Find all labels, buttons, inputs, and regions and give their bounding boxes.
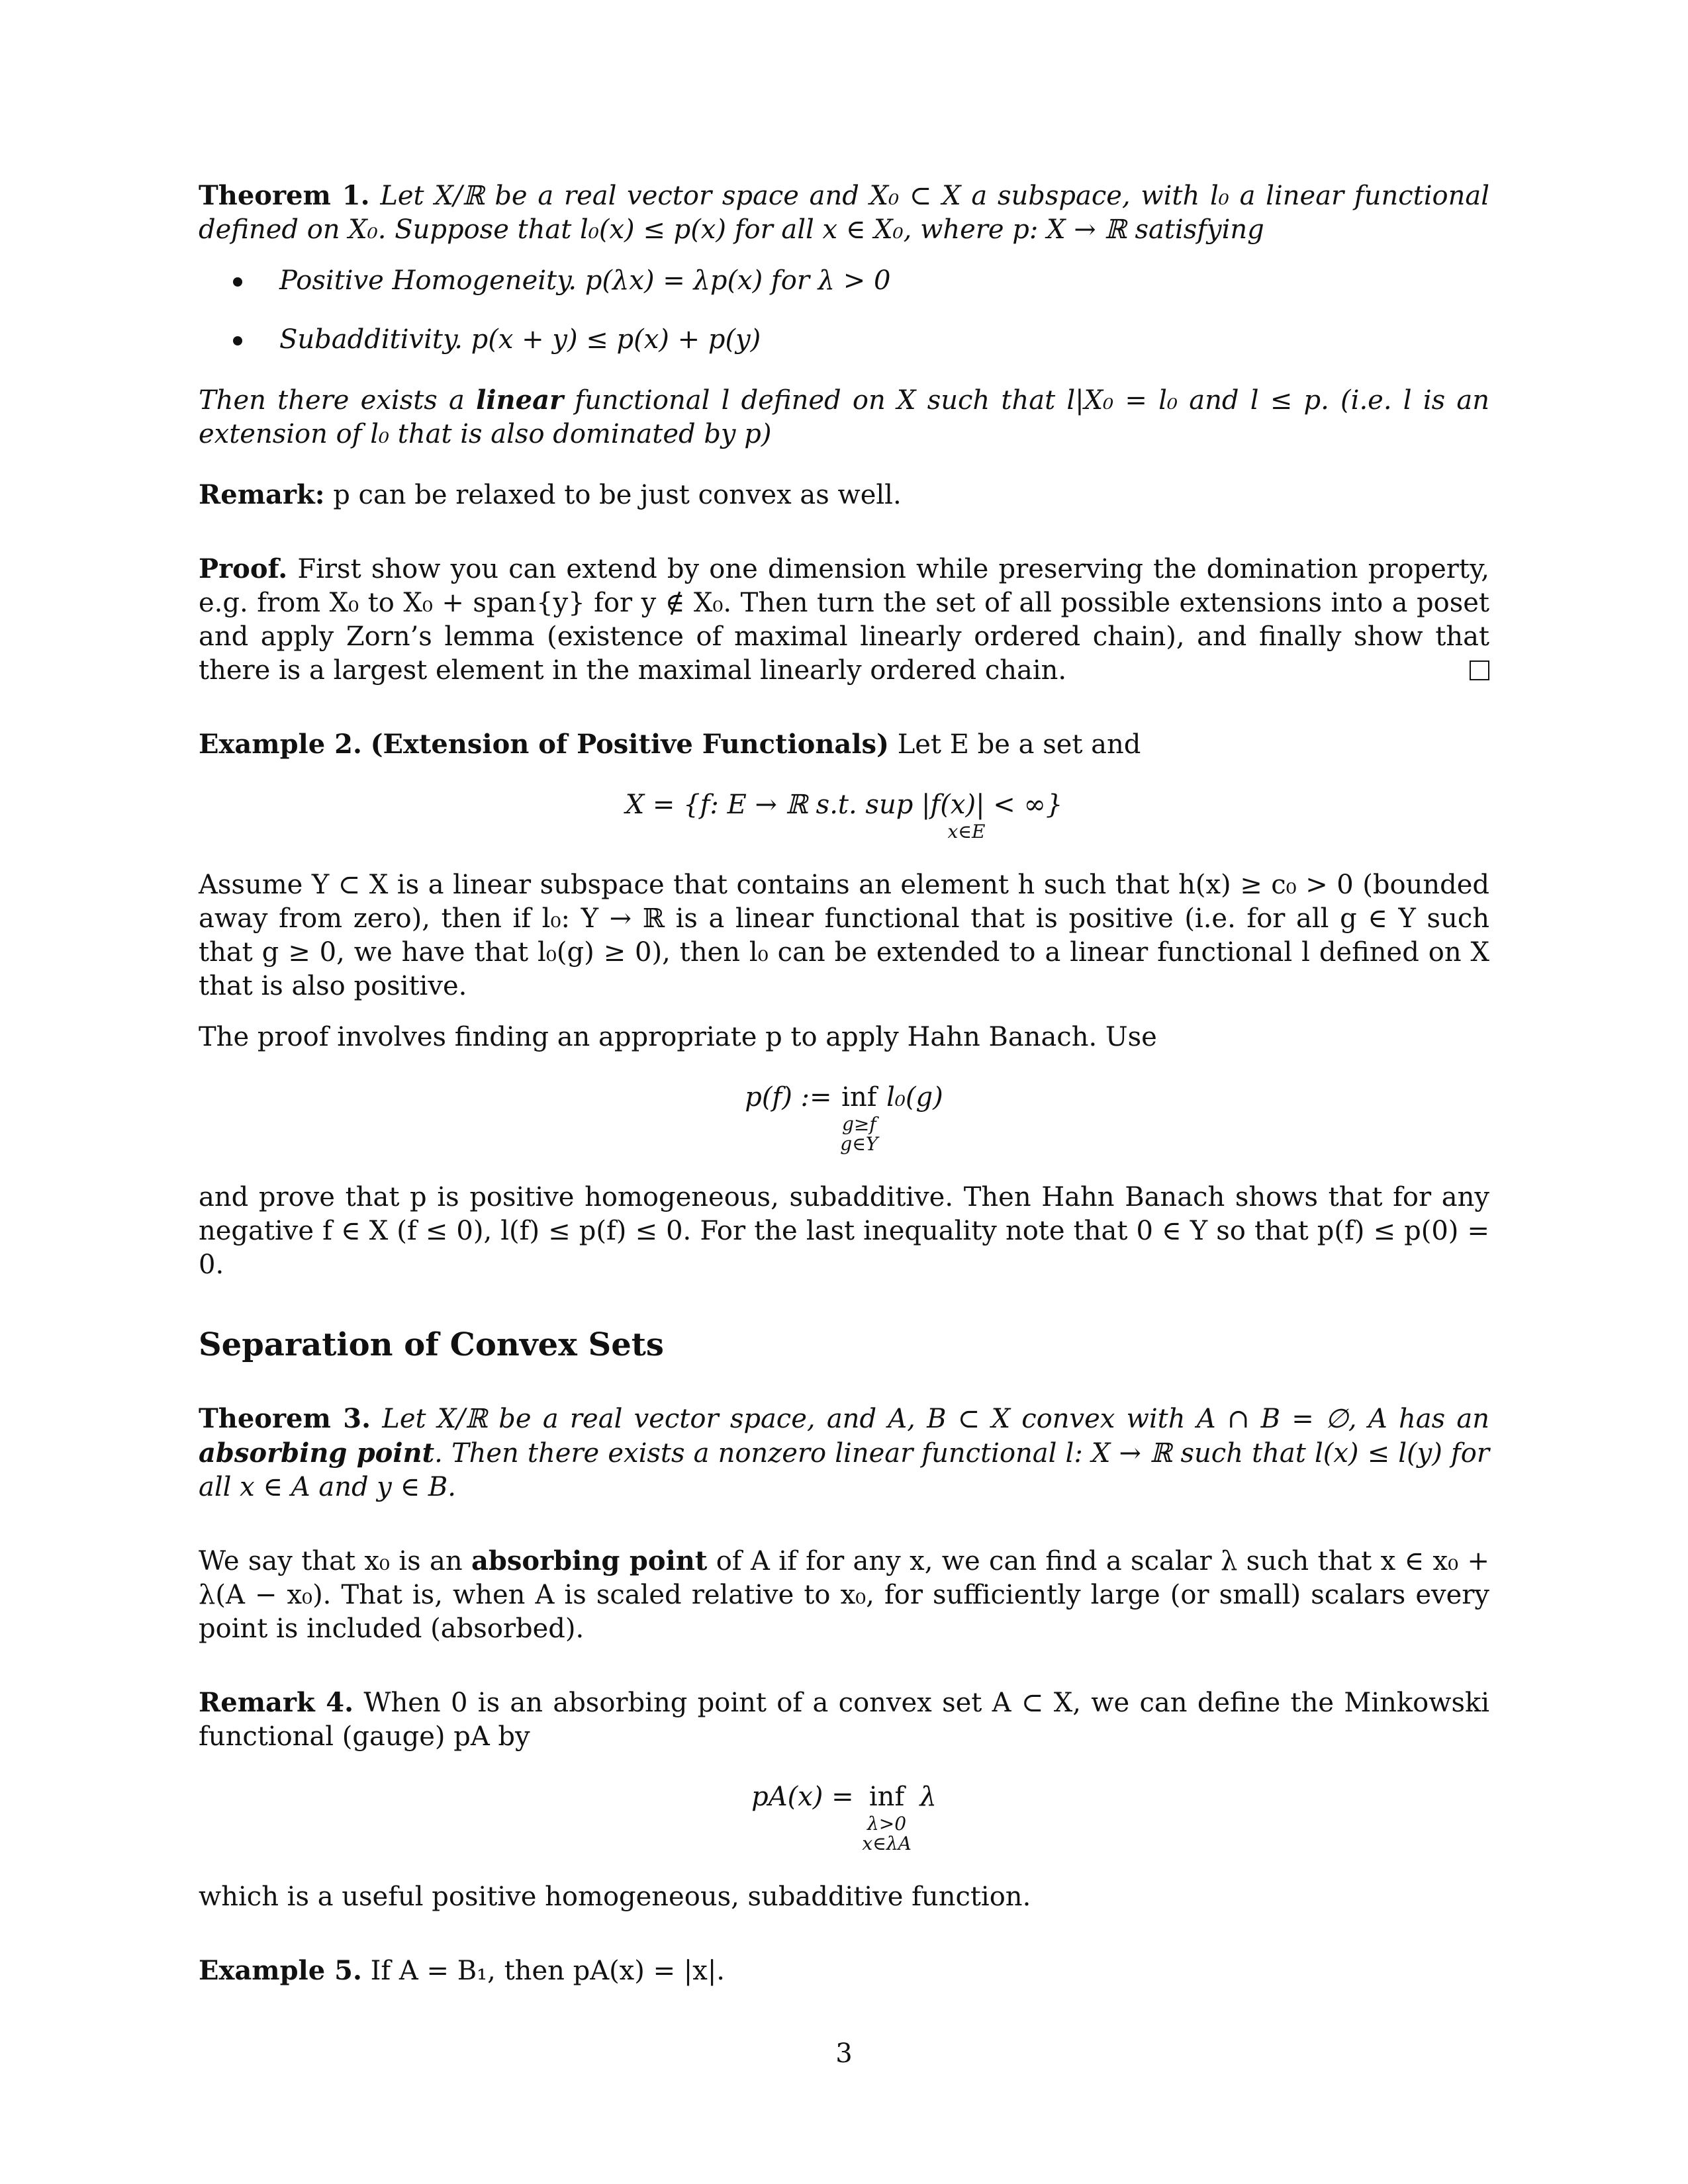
qed-symbol — [1470, 660, 1489, 680]
theorem-3-label: Theorem 3. — [199, 1403, 371, 1434]
equation-p-subscript-2: g∈Y — [840, 1133, 878, 1155]
example-2-label: Example 2. — [199, 729, 362, 760]
display-equation-X — [199, 788, 1489, 842]
equation-p-argument: l₀(g) — [878, 1082, 943, 1113]
theorem-3 — [199, 1402, 1489, 1504]
proof-label: Proof. — [199, 553, 288, 584]
equation-p-operator: inf — [841, 1082, 877, 1113]
example-2-title: (Extension of Positive Functionals) — [370, 729, 889, 760]
display-equation-p — [199, 1081, 1489, 1154]
gauge-operator: inf — [868, 1782, 905, 1812]
example-2 — [199, 727, 1489, 1282]
absorbing-post: of A if for any x, we can find a scalar λ such that x ∈ x₀ + λ(A − x₀). That is, when A is scaled relative to x₀, for sufficiently large (or small) scalars every point is included (absorbed). — [199, 1546, 1489, 1644]
theorem-1 — [199, 179, 1489, 451]
example-2-para-2: The proof involves finding an appropriate p to apply Hahn Banach. Use — [199, 1022, 1157, 1052]
remark-4-label: Remark 4. — [199, 1687, 354, 1718]
condition-subadditivity: Subadditivity. p(x + y) ≤ p(x) + p(y) — [199, 323, 1489, 357]
theorem-1-conditions — [199, 264, 1489, 357]
conclusion-pre: Then there exists a — [199, 385, 477, 416]
example-5 — [199, 1954, 1489, 1988]
remark-convex — [199, 478, 1489, 512]
example-5-text: If A = B₁, then pA(x) = |x|. — [361, 1956, 726, 1986]
gauge-subscript-1: λ>0 — [867, 1813, 907, 1835]
equation-X-subscript: x∈E — [947, 821, 986, 842]
equation-p-lhs: p(f) := — [745, 1082, 832, 1113]
equation-p-subscript-1: g≥f — [841, 1113, 876, 1135]
condition-positive-homogeneity: Positive Homogeneity. p(λx) = λp(x) for λ > 0 — [199, 264, 1489, 298]
gauge-subscript-2: x∈λA — [862, 1833, 912, 1854]
equation-X-main: X = {f: E → ℝ s.t. sup |f(x)| < ∞} — [625, 790, 1063, 820]
remark-4-after: which is a useful positive homogeneous, subadditive function. — [199, 1882, 1031, 1912]
conclusion-post: functional l defined on X such that l|X₀ = l₀ and l ≤ p. (i.e. l is an extension of l₀ that is also dominated by p) — [199, 385, 1489, 449]
absorbing-pre: We say that x₀ is an — [199, 1546, 471, 1576]
example-5-label: Example 5. — [199, 1955, 362, 1986]
display-equation-gauge — [199, 1780, 1489, 1854]
proof — [199, 552, 1489, 688]
theorem-1-label: Theorem 1. — [199, 180, 370, 211]
conclusion-bold: linear — [476, 385, 564, 416]
theorem-3-post: . Then there exists a nonzero linear functional l: X → ℝ such that l(x) ≤ l(y) for all x ∈ A and y ∈ B. — [199, 1438, 1489, 1502]
theorem-3-bold: absorbing point — [199, 1437, 435, 1469]
absorbing-bold: absorbing point — [471, 1545, 708, 1576]
remark-4 — [199, 1686, 1489, 1914]
gauge-lhs: pA(x) = — [751, 1782, 854, 1812]
page-number: 3 — [835, 2038, 853, 2069]
page-content — [199, 179, 1489, 1988]
remark-4-text: When 0 is an absorbing point of a convex set A ⊂ X, we can define the Minkowski functional (gauge) pA by — [199, 1688, 1490, 1752]
example-2-para-3: and prove that p is positive homogeneous, subadditive. Then Hahn Banach shows that for any negative f ∈ X (f ≤ 0), l(f) ≤ p(f) ≤ 0. For the last inequality note that 0 ∈ Y so that p(f) ≤ p(0) = 0. — [199, 1182, 1489, 1280]
example-2-para-1: Assume Y ⊂ X is a linear subspace that contains an element h such that h(x) ≥ c₀ > 0 (bounded away from zero), then if l₀: Y → ℝ is a linear functional that is positive (i.e. for all g ∈ Y such that g ≥ 0, we have that l₀(g) ≥ 0), then l₀ can be extended to a linear functional l defined on X that is also positive. — [199, 870, 1489, 1001]
theorem-1-statement: Let X/ℝ be a real vector space and X₀ ⊂ X a subspace, with l₀ a linear functional defined on X₀. Suppose that l₀(x) ≤ p(x) for all x ∈ X₀, where p: X → ℝ satisfying — [199, 181, 1490, 245]
theorem-3-pre: Let X/ℝ be a real vector space, and A, B ⊂ X convex with A ∩ B = ∅, A has an — [371, 1404, 1489, 1434]
absorbing-point-definition — [199, 1544, 1489, 1646]
proof-text: First show you can extend by one dimension while preserving the domination property, e.g. from X₀ to X₀ + span{y} for y ∉ X₀. Then turn the set of all possible extensions into a poset and apply Zorn’s lemma (existence of maximal linearly ordered chain), and finally show that there is a largest element in the maximal linearly ordered chain. — [199, 554, 1489, 686]
example-2-intro: Let E be a set and — [888, 729, 1141, 760]
theorem-1-conclusion — [199, 383, 1489, 451]
remark-label: Remark: — [199, 479, 325, 510]
section-heading: Separation of Convex Sets — [199, 1326, 664, 1363]
gauge-argument: λ — [911, 1782, 937, 1812]
remark-text: p can be relaxed to be just convex as well. — [324, 480, 902, 510]
